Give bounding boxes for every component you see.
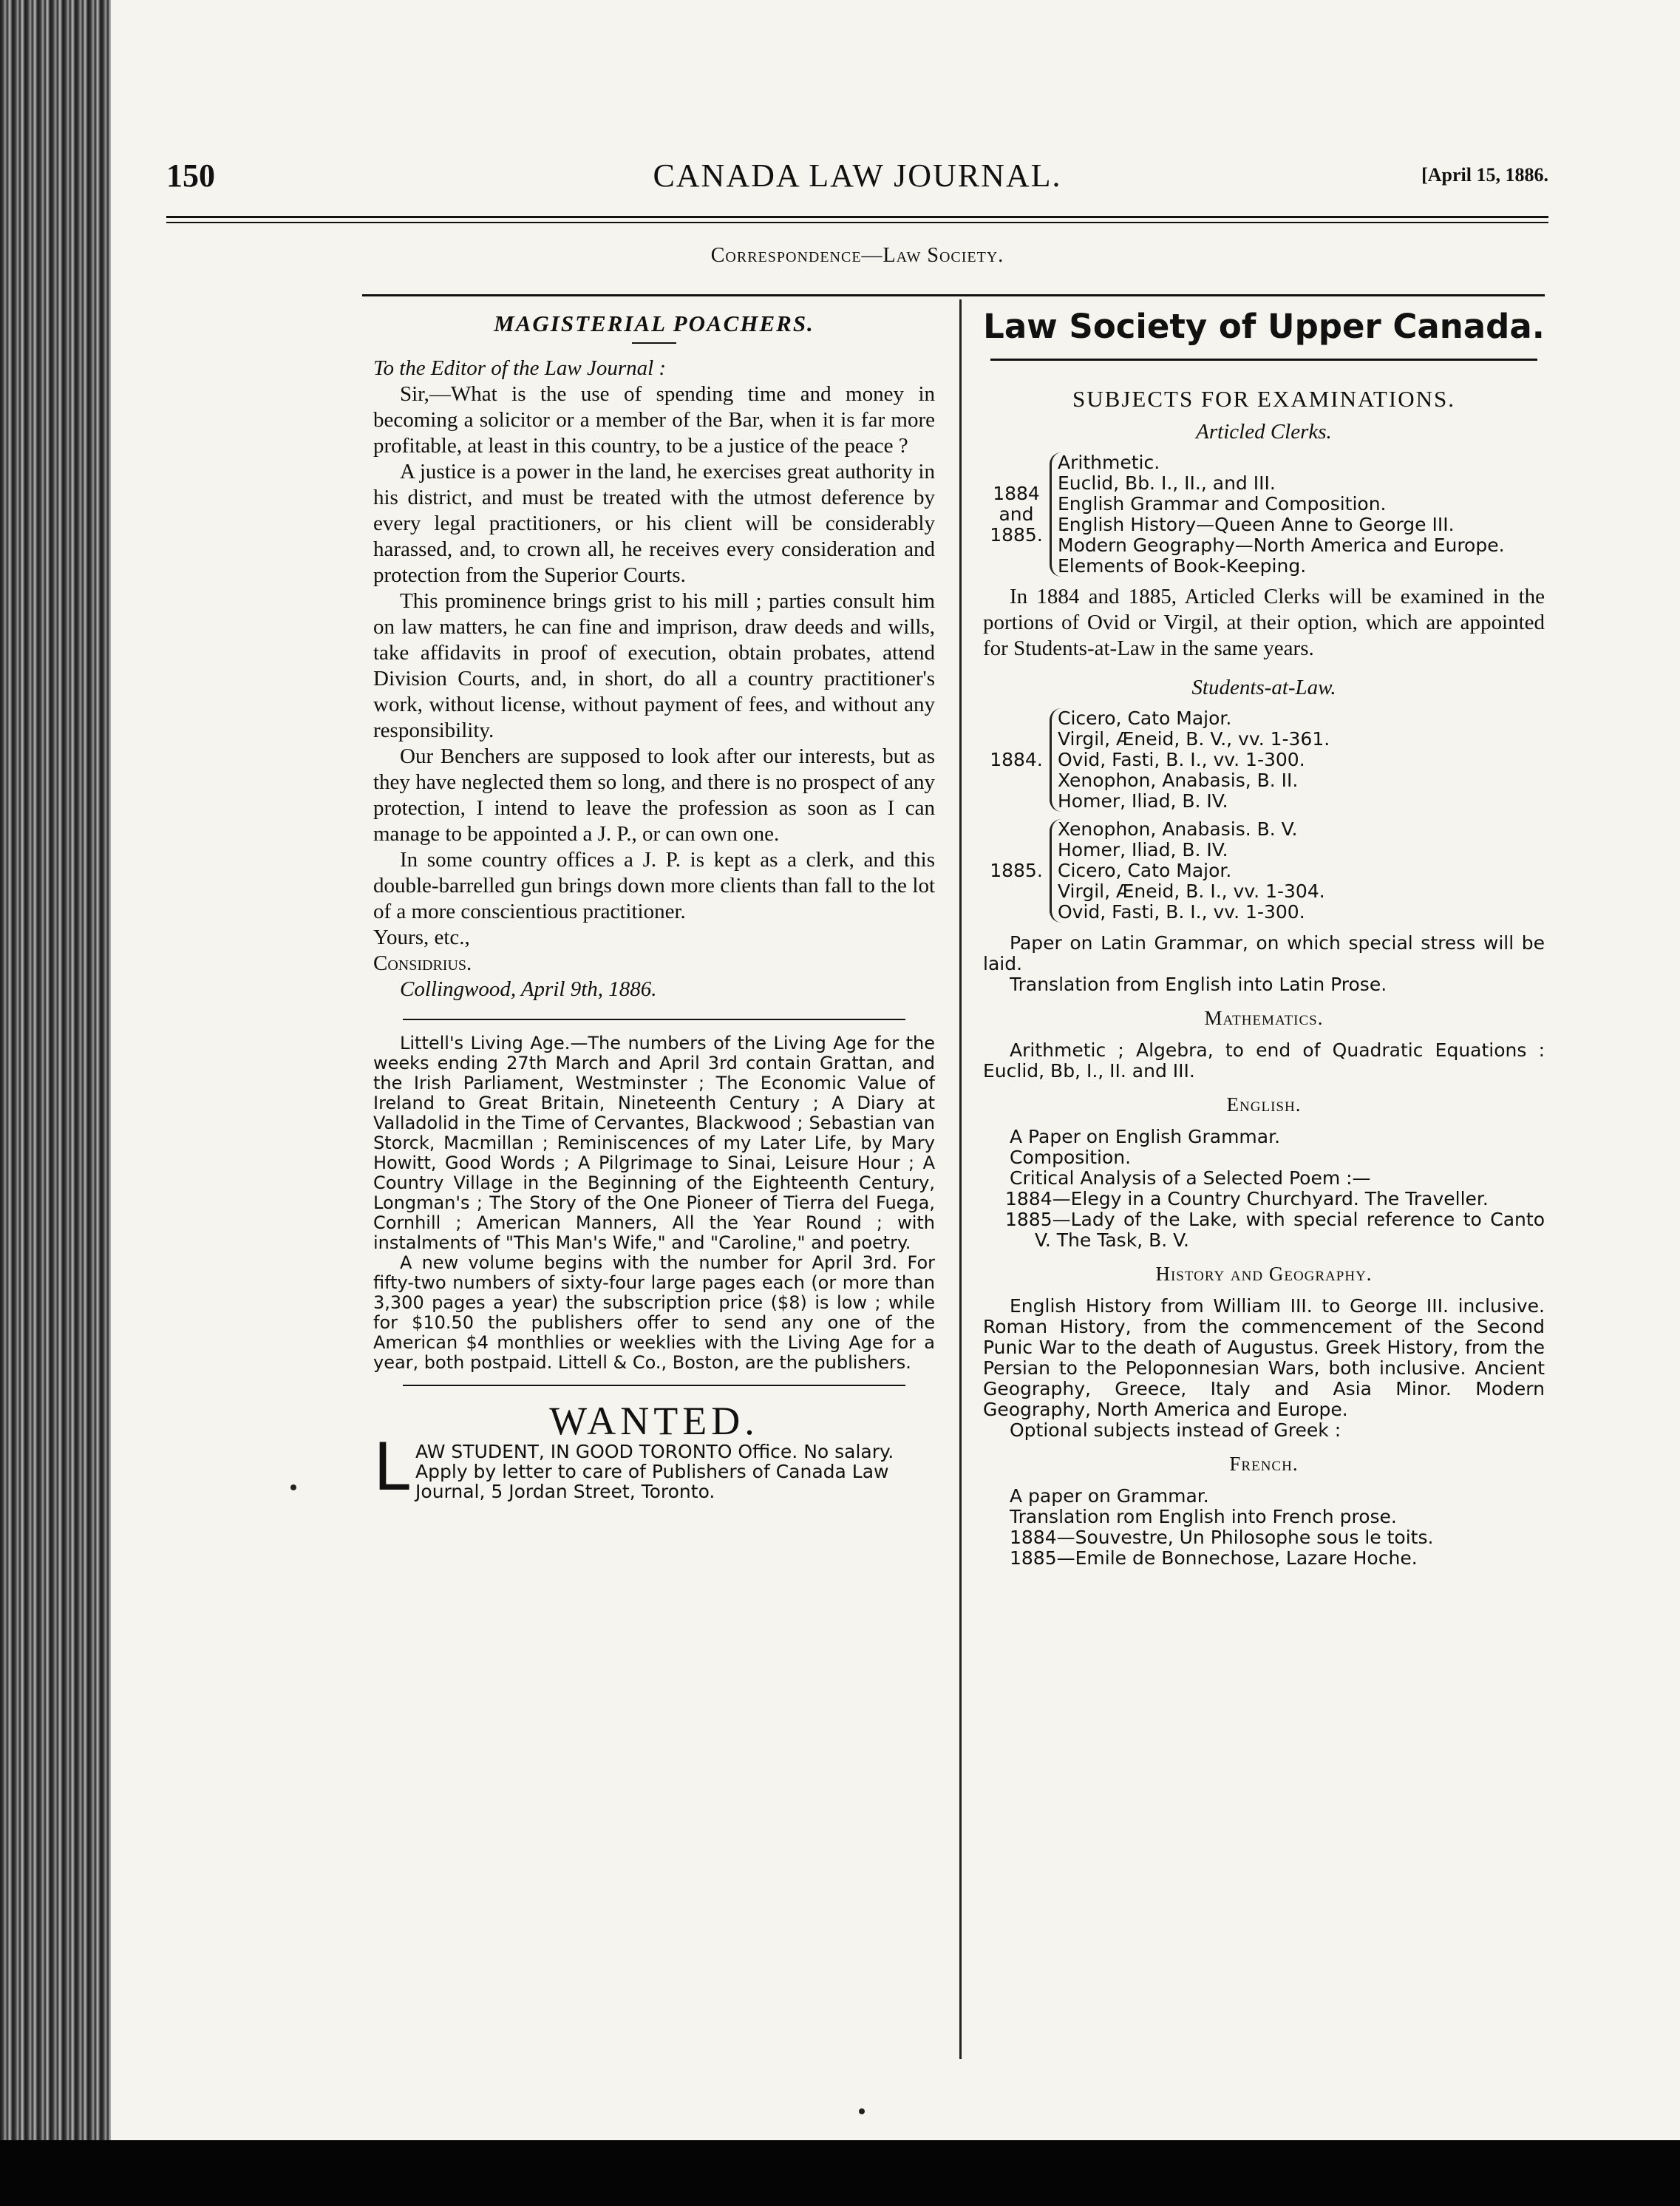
ink-speck (859, 2108, 865, 2114)
page-number: 150 (166, 157, 215, 194)
articled-list (1050, 452, 1505, 577)
littell-paragraph: A new volume begins with the number for April 3rd. For fifty-two numbers of sixty-four large pages each (or more than 3,300 pages a year) the subscription price ($8) is low ; while for $10.50 the publishers offer to send any one of the American $4 monthlies or weeklies with the Living Age for a year, both postpaid. Littell & Co., Boston, are the publishers. (373, 1252, 935, 1373)
title-rule (632, 342, 676, 344)
english-heading: English. (1226, 1093, 1302, 1116)
french-line: A paper on Grammar. (1010, 1485, 1209, 1507)
scan-bottom-edge (0, 2140, 1680, 2206)
history-section (983, 1296, 1545, 1441)
letter-paragraph: Our Benchers are supposed to look after our interests, but as they have neglected them so long, and there is no prospect of any protection, I intend to leave the profession as soon as I can manage to be appointed a J. P., or can own one. (373, 744, 935, 846)
section-rule (403, 1019, 905, 1020)
list-item: Homer, Iliad, B. IV. (1058, 839, 1228, 861)
ink-speck (290, 1484, 296, 1490)
letter-paragraph: Sir,—What is the use of spending time and money in becoming a solicitor or a member of the Bar, when it is far more profitable, at least in this country, to be a justice of the peace ? (373, 382, 935, 458)
english-line: Composition. (1010, 1147, 1132, 1168)
english-line: A Paper on English Grammar. (1010, 1126, 1281, 1147)
list-item: Xenophon, Anabasis. B. V. (1058, 818, 1298, 840)
society-title: Law Society of Upper Canada. (983, 307, 1545, 346)
list-item: Cicero, Cato Major. (1058, 707, 1232, 729)
letter-title: MAGISTERIAL POACHERS. (494, 310, 815, 336)
french-line: 1885—Emile de Bonnechose, Lazare Hoche. (1010, 1547, 1418, 1569)
list-item: Virgil, Æneid, B. V., vv. 1-361. (1058, 728, 1330, 750)
letter-closing: Yours, etc., (373, 926, 470, 949)
list-item: Euclid, Bb. I., II., and III. (1058, 472, 1276, 494)
students-1885-group (983, 819, 1545, 923)
latin-section (983, 933, 1545, 995)
section-subheader: Correspondence—Law Society. (710, 244, 1004, 267)
section-rule (403, 1385, 905, 1386)
math-heading: Mathematics. (1204, 1007, 1324, 1029)
history-heading: History and Geography. (1155, 1263, 1373, 1285)
letter-salutation: To the Editor of the Law Journal : (373, 356, 667, 380)
french-line: Translation rom English into French prose. (1010, 1506, 1397, 1527)
list-item: English History—Queen Anne to George III. (1058, 514, 1455, 535)
list-item: Virgil, Æneid, B. I., vv. 1-304. (1058, 880, 1325, 902)
list-item: Modern Geography—North America and Europe. (1058, 534, 1505, 556)
exam-title: SUBJECTS FOR EXAMINATIONS. (1072, 386, 1455, 412)
english-1885: 1885—Lady of the Lake, with special reference to Canto V. The Task, B. V. (1005, 1209, 1545, 1251)
list-item: English Grammar and Composition. (1058, 493, 1387, 515)
english-line: Critical Analysis of a Selected Poem :— (1010, 1167, 1371, 1189)
english-section (983, 1127, 1545, 1251)
french-line: 1884—Souvestre, Un Philosophe sous le toits. (1010, 1527, 1434, 1548)
list-item: Homer, Iliad, B. IV. (1058, 790, 1228, 812)
optional-text: Optional subjects instead of Greek : (1010, 1419, 1341, 1441)
header-rule-bottom (166, 222, 1548, 223)
year-label: 1884. (990, 749, 1043, 770)
right-column (983, 307, 1545, 1569)
latin-prose: Translation from English into Latin Prose. (1010, 974, 1387, 995)
articled-note: In 1884 and 1885, Articled Clerks will be examined in the portions of Ovid or Virgil, at their option, which are appointed for Students-at-Law in the same years. (983, 585, 1545, 660)
students-1884-group (983, 708, 1545, 812)
wanted-title: WANTED. (549, 1399, 759, 1443)
issue-date: [April 15, 1886. (1421, 164, 1548, 186)
math-text: Arithmetic ; Algebra, to end of Quadratic Equations : Euclid, Bb, I., II. and III. (983, 1039, 1545, 1082)
articled-group (983, 452, 1545, 577)
littell-paragraph: Littell's Living Age.—The numbers of the Living Age for the weeks ending 27th March and April 3rd contain Grattan, and the Irish Parliament, Westminster ; The Economic Value of Ireland to Great Britain, Nineteenth Century ; A Diary at Valladolid in the Time of Cervantes, Blackwood ; Sebastian van Storck, Macmillan ; Reminiscences of my Later Life, by Mary Howitt, Good Words ; A Pilgrimage to Sinai, Leisure Hour ; A Country Village in the Beginning of the Eighteenth Century, Longman's ; The Story of the One Pioneer of Tierra del Fuega, Cornhill ; American Manners, All the Year Round ; with instalments of "This Man's Wife," and "Caroline," and poetry. (373, 1033, 935, 1253)
students-heading: Students-at-Law. (1191, 676, 1336, 699)
students-1884-list (1050, 708, 1330, 812)
letter-place-date: Collingwood, April 9th, 1886. (400, 977, 657, 1001)
list-item: Ovid, Fasti, B. I., vv. 1-300. (1058, 901, 1305, 923)
letter-signature: Considrius. (373, 951, 472, 975)
letter-paragraph: A justice is a power in the land, he exercises great authority in his district, and must be treated with the utmost deference by every legal practitioners, or his client will be considerably harassed, and, to crown all, he receives every consideration and protection from the Superior Courts. (373, 460, 935, 587)
header-rule-top (166, 216, 1548, 218)
list-item: Cicero, Cato Major. (1058, 860, 1232, 881)
students-1885-list (1050, 819, 1325, 923)
letter-paragraph: This prominence brings grist to his mill ; parties consult him on law matters, he can fine and imprison, draw deeds and wills, take affidavits in proof of execution, obtain probates, attend Division Courts, and, in short, do all a country practitioner's work, without license, without payment of fees, and without any responsibility. (373, 589, 935, 742)
letter-paragraph: In some country offices a J. P. is kept as a clerk, and this double-barrelled gun brings down more clients than fall to the lot of a more conscientious practitioner. (373, 848, 935, 923)
subheader-rule (362, 294, 1545, 296)
list-item: Elements of Book-Keeping. (1058, 555, 1307, 577)
running-header (166, 157, 1548, 201)
list-item: Arithmetic. (1058, 452, 1160, 473)
french-section (983, 1486, 1545, 1569)
latin-note: Paper on Latin Grammar, on which special stress will be laid. (983, 932, 1545, 974)
english-1884: 1884—Elegy in a Country Churchyard. The Traveller. (1005, 1188, 1489, 1209)
list-item: Ovid, Fasti, B. I., vv. 1-300. (1058, 749, 1305, 770)
math-section (983, 1040, 1545, 1082)
title-rule (990, 359, 1537, 361)
year-label: 1885. (990, 860, 1043, 881)
french-heading: French. (1229, 1453, 1299, 1475)
littell-notice (373, 1034, 935, 1373)
list-item: Xenophon, Anabasis, B. II. (1058, 770, 1299, 791)
wanted-ad (373, 1429, 935, 1505)
journal-title: CANADA LAW JOURNAL. (653, 157, 1062, 194)
left-column (373, 310, 935, 1505)
articled-heading: Articled Clerks. (1196, 420, 1332, 444)
column-divider (959, 299, 962, 2059)
articled-years: 1884 and 1885. (990, 483, 1043, 546)
drop-cap: L (373, 1429, 410, 1505)
wanted-text: AW STUDENT, IN GOOD TORONTO Office. No salary. Apply by letter to care of Publishers of Canada Law Journal, 5 Jordan Street, Toronto. (415, 1441, 894, 1502)
history-text: English History from William III. to George III. inclusive. Roman History, from the commencement of the Second Punic War to the death of Augustus. Greek History, from the Persian to the Peloponnesian Wars, both inclusive. Ancient Geography, Greece, Italy and Asia Minor. Modern Geography, North America and Europe. (983, 1295, 1545, 1420)
